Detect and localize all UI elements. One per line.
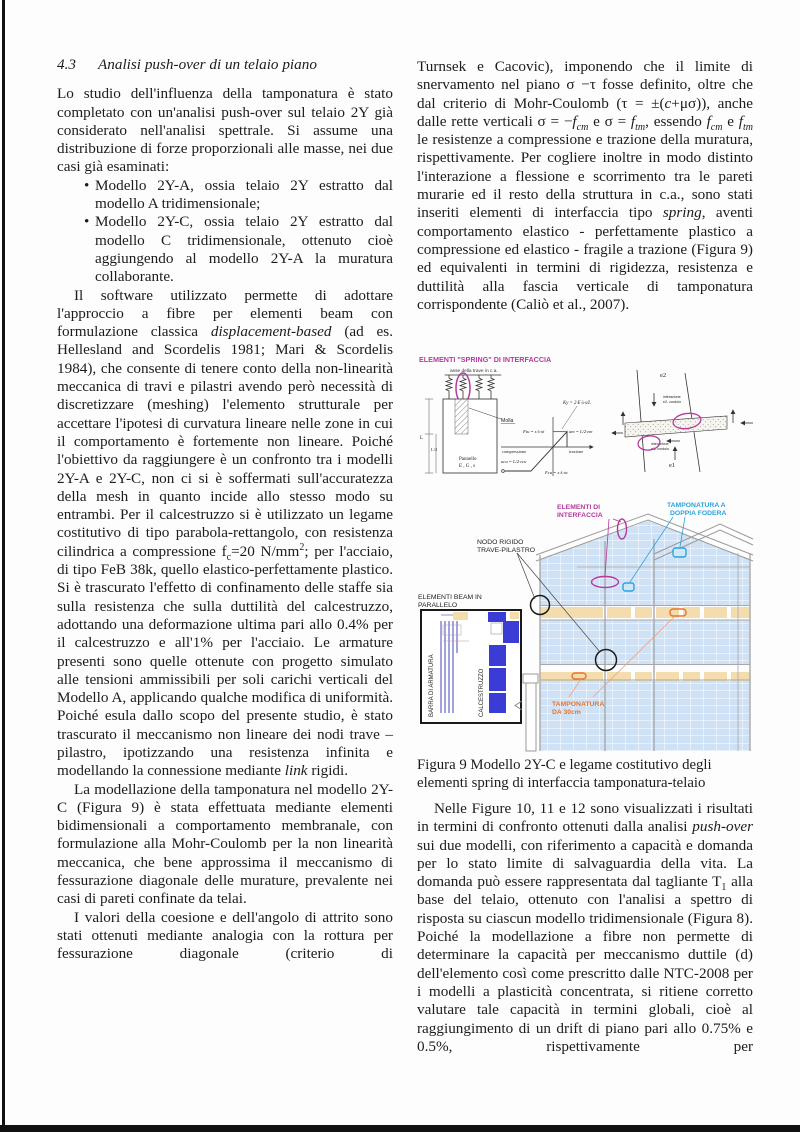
figure-heading-label: ELEMENTI "SPRING" DI INTERFACCIA: [419, 355, 552, 364]
rebar-label: BARRA DI ARMATURA: [429, 654, 435, 717]
figure-caption: [417, 757, 753, 792]
compression-axis-label: compressione: [502, 449, 527, 454]
figure-9-drawing: [417, 353, 755, 755]
double-leaf-marker-upper: [673, 548, 686, 557]
infill-30cm-label1: TAMPONATURA: [552, 701, 605, 708]
tension-axis-label: trazione: [569, 449, 584, 454]
right-column-paragraph: [417, 58, 753, 314]
compression-disp-formula: ucu = L/2·εcu: [501, 459, 527, 464]
scan-edge-left: [2, 0, 5, 1132]
infill-30cm-label2: DA 30cm: [552, 709, 581, 716]
inset-band-right: [510, 612, 519, 619]
paragraph: Lo studio dell'influenza della tamponatura è stato completato con un'analisi push-over sul telaio 2Y già considerato nell'analisi spettrale. Si assume una distribuzione di forze proporzionali alle masse, nei due casi già esaminati:: [57, 85, 393, 176]
figure-9: [417, 353, 755, 760]
double-leaf-infill-label1: TAMPONATURA A: [667, 502, 726, 509]
interface-elements-label1: ELEMENTI DI: [557, 504, 601, 511]
interaction-e2-label2: e2- cordolo: [663, 400, 681, 404]
e1-label: e1: [669, 462, 676, 469]
frame-elevation: [517, 514, 753, 751]
section-title: Analisi push-over di un telaio piano: [97, 56, 317, 73]
section-number: 4.3: [57, 56, 76, 73]
interaction-e1-label2: e1- cordolo: [651, 447, 669, 451]
stiffness-formula: Ky = 2·E·λ·s/L: [563, 401, 591, 406]
fibre-section-inset: [421, 610, 521, 723]
pannello-props-label: E , G , s: [459, 464, 476, 469]
paragraph: La modellazione della tamponatura nel modello 2Y-C (Figura 9) è stata effettuata mediante elementi bidimensionali a comportamento membranale, con formulazione alla Mohr-Coulomb per la non linearità meccanica, che bene approssima il meccanismo di fessurazione diagonale delle murature, prevalente nei casi di pareti confinate da telai.: [57, 780, 393, 908]
scan-edge-bottom: [0, 1125, 800, 1132]
tension-force-formula: Ftu = s·λ·σt: [523, 429, 545, 434]
dimension-lines: [425, 399, 436, 473]
section-heading: [57, 56, 393, 74]
dim-L2-label: L/2: [431, 447, 438, 452]
compression-force-formula: Fcu = s·λ·σc: [545, 470, 568, 475]
bullet-list: [57, 177, 393, 287]
e2-label: e2: [660, 372, 667, 379]
left-column: [57, 56, 393, 964]
list-item: • Modello 2Y-A, ossia telaio 2Y estratto dal modello A tridimensionale;: [84, 176, 393, 213]
pannello-label: Pannello: [459, 457, 477, 462]
concrete-label: CALCESTRUZZO: [479, 668, 485, 717]
spring-panel-diagram: [420, 368, 515, 473]
interaction-e2-label1: interazione: [663, 395, 681, 399]
tension-disp-formula: um = L/2·εm: [569, 429, 593, 434]
paragraph: Nelle Figure 10, 11 e 12 sono visualizzati i risultati in termini di confronto ottenuti dalla analisi push-over sui due modelli, con riferimento a capacità e domanda per lo stato limite di salvaguardia della vita. La domanda può essere rappresentata dal tagliante $T_1$ alla base del telaio, ottenuto con l'analisi a spettro di risposta su ciascun modello tridimensionale (Figura 8). Poiché la modellazione a fibre non permette di determinare la capacità per meccanismo duttile (d) dell'elemento così come prescritto dalle NTC-2008 per i modelli a plasticità concentrata, si ritiene corretto valutare tale capacità in termini globali, cioè al raggiungimento di un drift di piano pari allo 0.75% e 0.5%, rispettivamente per: [417, 800, 754, 1055]
double-leaf-marker-lower: [623, 583, 634, 591]
rigid-joint-label2: TRAVE-PILASTRO: [477, 547, 536, 554]
double-leaf-infill-label2: DOPPIA FODERA: [670, 510, 727, 517]
parallel-beam-label1: ELEMENTI BEAM IN: [418, 594, 482, 601]
paragraph: I valori della coesione e dell'angolo di attrito sono stati ottenuti mediante analogia con la rottura per fessurazione diagonale (criterio di: [57, 908, 393, 963]
list-item: • Modello 2Y-C, ossia telaio 2Y estratto dal modello C tridimensionale, ottenuto cioè aggiungendo al modello 2Y-A la muratura collaborante.: [84, 213, 393, 286]
paragraph: Il software utilizzato permette di adottare l'approccio a fibre per elementi beam con formulazione classica displacement-based (ad es. Hellesland and Scordelis 1981; Mari & Scordelis 1984), che consente di tenere conto della non-linearità meccanica di travi e pilastri avendo però necessità di discretizzare (meshing) l'elemento strutturale per accettare l'ipotesi di curvatura lineare nelle zone in cui il comportamento è fortemente non lineare. Poiché l'obiettivo da raggiungere è un confronto tra i modelli 2Y-A e 2Y-C, non ci si è soffermati sull'accuratezza della mesh in quanto incide allo stesso modo su entrambi. Per il calcestruzzo si è utilizzato un legame costitutivo di tipo parabola-rettangolo, con resistenza cilindrica a compressione $f_c=20$ $N/mm^2$; per l'acciaio, di tipo FeB 38k, quello elastico-perfettamente plastico. Si è trascurato l'effetto di confinamento delle staffe sia sulla resistenza che sulla duttilità del calcestruzzo, adottando una deformazione ultima pari allo 0.4% per il calcestruzzo e all'1% per l'acciaio. Le armature presenti sono quelle ottenute con progetto simulato alle tensioni ammissibili per soli carichi verticali del Modello A, applicando qualche modifica di uniformità. Poiché esula dallo scopo del presente studio, è stato trascurato il meccanismo non lineare dei nodi trave – pilastro, ipotizzando una resistenza infinita e modellando la connessione mediante link rigidi.: [57, 286, 393, 780]
beam-interaction-sketch: [612, 370, 753, 472]
right-column-paragraph-2: [417, 800, 753, 1056]
interface-elements-label2: INTERFACCIA: [557, 512, 603, 519]
hatched-strip: [455, 399, 468, 434]
bullet-glyph: •: [84, 213, 90, 231]
paragraph: Turnsek e Cacovic), imponendo che il limite di snervamento nel piano σ −τ fosse definito, oltre che dal criterio di Mohr-Coulomb (τ = ±(c+μσ)), anche dalle rette verticali $\sigma = -f_{cm}$ e $\sigma = f_{tm}$, essendo $f_{cm}$ e $f_{tm}$ le resistenze a compressione e trazione della muratura, rispettivamente. Per cogliere inoltre in modo distinto l'interazione a flessione e scorrimento tra le pareti murarie ed il resto della struttura in c.a., sono stati inseriti elementi di interfaccia tipo spring, aventi comportamento elastico - perfettamente plastico a compressione ed elastico - fragile a trazione (Figura 9) ed equivalenti in termini di rigidezza, resistenza e duttilità alla fascia verticale di tamponatura corrispondente (Caliò et al., 2007).: [417, 58, 754, 313]
bullet-glyph: •: [84, 176, 90, 194]
parallel-beam-label2: PARALLELO: [418, 602, 458, 609]
beam-axis-label: asse della trave in c.a.: [450, 369, 498, 374]
interaction-e1-label1: interazione: [651, 442, 669, 446]
constitutive-law-graph: [501, 401, 593, 476]
rigid-joint-label1: NODO RIGIDO: [477, 539, 524, 546]
inset-band-left: [453, 612, 468, 620]
dim-L-label: L: [420, 436, 424, 441]
molla-label: Molla: [501, 418, 514, 424]
caption-text: Figura 9 Modello 2Y-C e legame costitutivo degli elementi spring di interfaccia tamponatura-telaio: [417, 757, 712, 791]
